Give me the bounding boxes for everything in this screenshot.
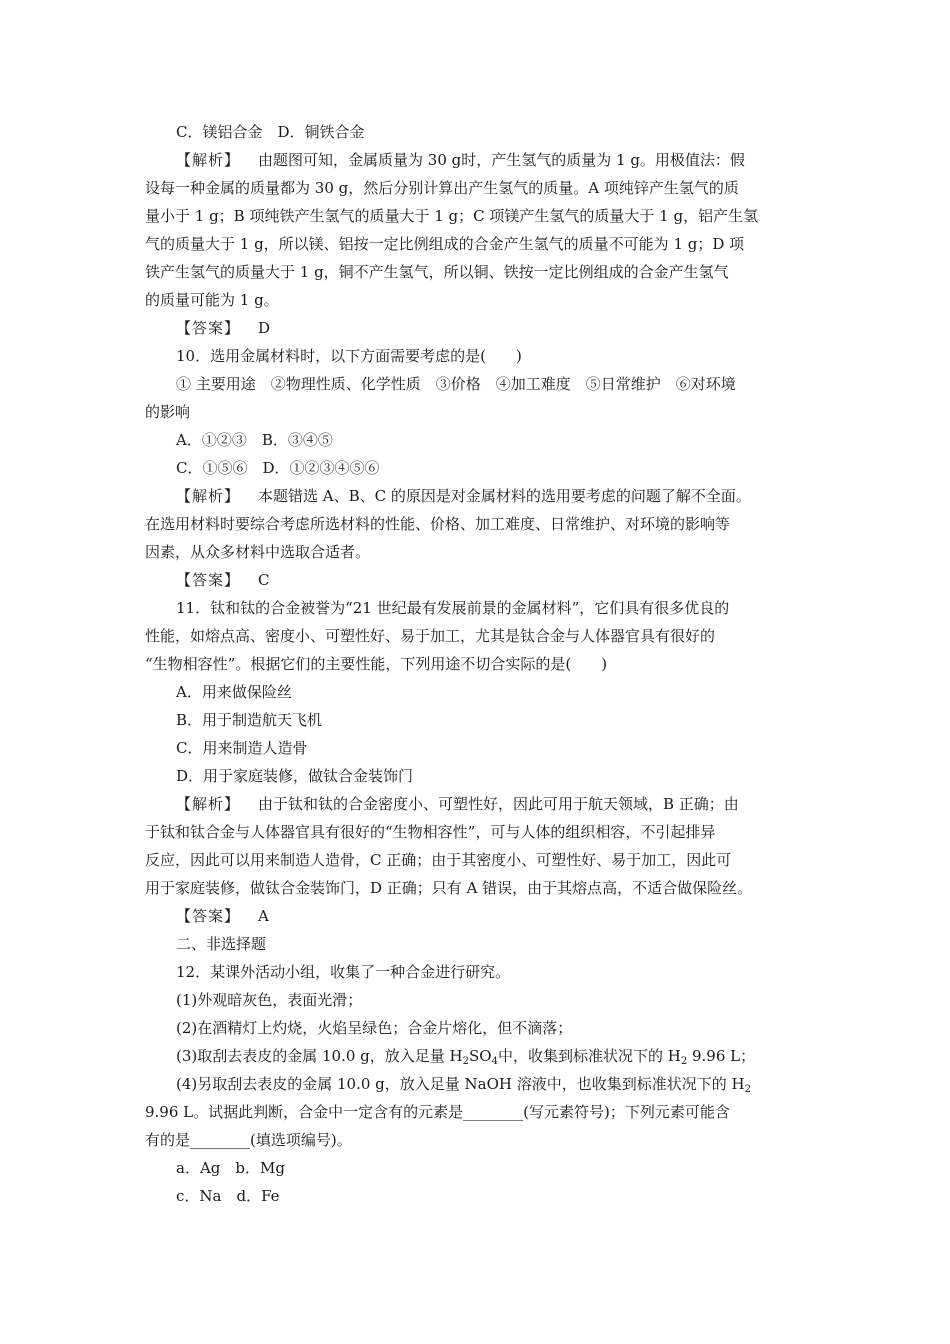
- q9-analysis-line-3: 量小于 1 g；B 项纯铁产生氢气的质量大于 1 g；C 项镁产生氢气的质量大于 1 g，铝产生氢: [145, 207, 759, 225]
- q12-step-2: (2)在酒精灯上灼烧，火焰呈绿色；合金片熔化，但不滴落；: [176, 1019, 573, 1037]
- q11-answer: [176, 906, 269, 926]
- q11-option-d: D．用于家庭装修，做钛合金装饰门: [176, 767, 414, 785]
- q12-step-1: (1)外观暗灰色，表面光滑；: [176, 991, 363, 1009]
- q9-analysis-line-4: 气的质量大于 1 g，所以镁、铝按一定比例组成的合金产生氢气的质量不可能为 1 g；D 项: [145, 235, 745, 253]
- q12-step-4-line-3: 有的是________(填选项编号)。: [145, 1131, 352, 1149]
- answer-value: D: [258, 319, 271, 337]
- q11-analysis-line-1: 【解析】 由于钛和钛的合金密度小、可塑性好，因此可用于航天领域，B 正确；由: [176, 795, 739, 813]
- q11-analysis-line-3: 反应，因此可以用来制造人造骨，C 正确；由于其密度小、可塑性好、易于加工，因此可: [145, 851, 732, 869]
- q11-stem-line-1: 11．钛和钛的合金被誉为“21 世纪最有发展前景的金属材料”，它们具有很多优良的: [176, 599, 730, 617]
- answer-tag: 【答案】: [176, 571, 241, 589]
- q11-analysis-line-2: 于钛和钛合金与人体器官具有很好的“生物相容性”，可与人体的组织相容，不引起排异: [145, 823, 716, 841]
- answer-tag: 【答案】: [176, 907, 241, 925]
- q11-option-b: B．用于制造航天飞机: [176, 711, 323, 729]
- q11-option-a: A．用来做保险丝: [176, 683, 292, 701]
- q9-option-cd: C．镁铝合金 D．铜铁合金: [176, 123, 365, 141]
- q11-stem-line-2: 性能，如熔点高、密度小、可塑性好、易于加工，尤其是钛合金与人体器官具有很好的: [145, 627, 716, 645]
- q9-analysis-line-1: 【解析】 由题图可知，金属质量为 30 g时，产生氢气的质量为 1 g。用极值法：假: [176, 151, 745, 169]
- q12-option-cd: c．Na d．Fe: [176, 1187, 280, 1205]
- q10-answer: [176, 570, 270, 590]
- q12-step-4-line-2: 9.96 L。试据此判断，合金中一定含有的元素是________(写元素符号)；下列元素可能含: [145, 1103, 730, 1121]
- section-heading: 二、非选择题: [176, 935, 267, 953]
- q10-analysis-line-3: 因素，从众多材料中选取合适者。: [145, 543, 371, 561]
- analysis-tag: 【解析】: [176, 795, 241, 813]
- analysis-tag: 【解析】: [176, 487, 241, 505]
- q10-analysis-line-2: 在选用材料时要综合考虑所选材料的性能、价格、加工难度、日常维护、对环境的影响等: [145, 515, 731, 533]
- q11-analysis-line-4: 用于家庭装修，做钛合金装饰门，D 正确；只有 A 错误，由于其熔点高，不适合做保险丝。: [145, 879, 753, 897]
- q12-step-3: (3)取刮去表皮的金属 10.0 g，放入足量 $H_2SO_4$中，收集到标准状况下的 $H_2$ 9.96 L；: [176, 1047, 756, 1067]
- analysis-tag: 【解析】: [176, 151, 241, 169]
- q11-option-c: C．用来制造人造骨: [176, 739, 308, 757]
- q12-stem: 12．某课外活动小组，收集了一种合金进行研究。: [176, 963, 511, 981]
- q10-stem: 10．选用金属材料时，以下方面需要考虑的是( ): [176, 347, 522, 365]
- q9-analysis-line-6: 的质量可能为 1 g。: [145, 291, 279, 309]
- q10-items-line-1: ① 主要用途 ②物理性质、化学性质 ③价格 ④加工难度 ⑤日常维护 ⑥对环境: [176, 375, 736, 393]
- q10-option-cd: C．①⑤⑥ D．①②③④⑤⑥: [176, 459, 380, 477]
- q12-step-4-line-1: (4)另取刮去表皮的金属 10.0 g，放入足量 NaOH 溶液中，也收集到标准状况下的 $H_2$: [176, 1075, 751, 1095]
- answer-value: A: [258, 907, 269, 925]
- q11-stem-line-3: “生物相容性”。根据它们的主要性能，下列用途不切合实际的是( ): [145, 655, 608, 673]
- q9-answer: [176, 318, 270, 338]
- q10-option-ab: A．①②③ B．③④⑤: [176, 431, 333, 449]
- q9-analysis-line-2: 设每一种金属的质量都为 30 g，然后分别计算出产生氢气的质量。A 项纯锌产生氢气的质: [145, 179, 739, 197]
- q10-analysis-line-1: 【解析】 本题错选 A、B、C 的原因是对金属材料的选用要考虑的问题了解不全面。: [176, 487, 751, 505]
- q10-items-line-2: 的影响: [145, 403, 191, 421]
- q9-analysis-line-5: 铁产生氢气的质量大于 1 g，铜不产生氢气，所以铜、铁按一定比例组成的合金产生氢气: [145, 263, 729, 281]
- q12-option-ab: a．Ag b．Mg: [176, 1159, 285, 1177]
- answer-value: C: [258, 571, 270, 589]
- answer-tag: 【答案】: [176, 319, 241, 337]
